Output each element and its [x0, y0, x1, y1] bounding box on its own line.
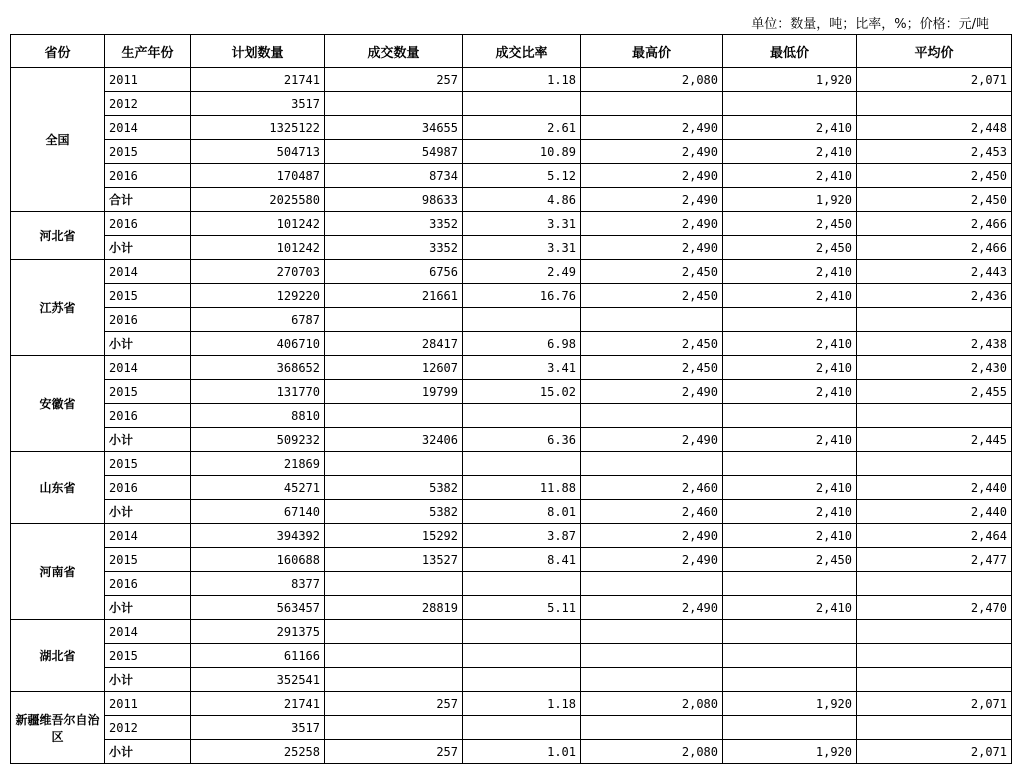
- province-cell: 河南省: [11, 524, 105, 620]
- avg-price-cell: 2,445: [857, 428, 1012, 452]
- trade-ratio-cell: 6.36: [463, 428, 581, 452]
- avg-price-cell: 2,071: [857, 692, 1012, 716]
- avg-price-cell: [857, 668, 1012, 692]
- avg-price-cell: [857, 404, 1012, 428]
- year-cell: 小计: [105, 500, 191, 524]
- max-price-cell: 2,450: [581, 260, 723, 284]
- table-row: [11, 404, 1012, 428]
- traded-qty-cell: [325, 668, 463, 692]
- min-price-cell: [723, 92, 857, 116]
- traded-qty-cell: 257: [325, 692, 463, 716]
- year-cell: 2016: [105, 308, 191, 332]
- year-cell: 合计: [105, 188, 191, 212]
- min-price-cell: [723, 716, 857, 740]
- max-price-cell: 2,490: [581, 548, 723, 572]
- planned-qty-cell: 8377: [191, 572, 325, 596]
- year-cell: 小计: [105, 332, 191, 356]
- year-cell: 2015: [105, 452, 191, 476]
- max-price-cell: [581, 308, 723, 332]
- avg-price-cell: 2,466: [857, 212, 1012, 236]
- planned-qty-cell: 6787: [191, 308, 325, 332]
- table-row: [11, 572, 1012, 596]
- col-header-year: 生产年份: [105, 35, 191, 68]
- province-cell: 江苏省: [11, 260, 105, 356]
- min-price-cell: 2,450: [723, 236, 857, 260]
- traded-qty-cell: 19799: [325, 380, 463, 404]
- avg-price-cell: 2,071: [857, 68, 1012, 92]
- max-price-cell: 2,080: [581, 68, 723, 92]
- table-row: [11, 524, 1012, 548]
- min-price-cell: 2,450: [723, 212, 857, 236]
- traded-qty-cell: 3352: [325, 236, 463, 260]
- min-price-cell: 1,920: [723, 740, 857, 764]
- planned-qty-cell: 509232: [191, 428, 325, 452]
- avg-price-cell: 2,453: [857, 140, 1012, 164]
- traded-qty-cell: 28417: [325, 332, 463, 356]
- traded-qty-cell: 5382: [325, 500, 463, 524]
- planned-qty-cell: 352541: [191, 668, 325, 692]
- traded-qty-cell: 8734: [325, 164, 463, 188]
- max-price-cell: 2,490: [581, 380, 723, 404]
- table-row: [11, 68, 1012, 92]
- min-price-cell: [723, 308, 857, 332]
- year-cell: 2011: [105, 692, 191, 716]
- trade-ratio-cell: [463, 452, 581, 476]
- year-cell: 2016: [105, 572, 191, 596]
- max-price-cell: 2,490: [581, 116, 723, 140]
- year-cell: 2015: [105, 380, 191, 404]
- province-cell: 全国: [11, 68, 105, 212]
- table-row: [11, 260, 1012, 284]
- province-cell: 山东省: [11, 452, 105, 524]
- traded-qty-cell: 15292: [325, 524, 463, 548]
- max-price-cell: [581, 572, 723, 596]
- avg-price-cell: [857, 572, 1012, 596]
- table-row: [11, 548, 1012, 572]
- max-price-cell: 2,460: [581, 500, 723, 524]
- avg-price-cell: 2,430: [857, 356, 1012, 380]
- traded-qty-cell: [325, 716, 463, 740]
- min-price-cell: [723, 668, 857, 692]
- avg-price-cell: [857, 308, 1012, 332]
- table-row: [11, 668, 1012, 692]
- trade-ratio-cell: 10.89: [463, 140, 581, 164]
- min-price-cell: [723, 644, 857, 668]
- min-price-cell: 2,410: [723, 380, 857, 404]
- min-price-cell: 2,410: [723, 500, 857, 524]
- table-row: [11, 620, 1012, 644]
- traded-qty-cell: [325, 92, 463, 116]
- traded-qty-cell: 98633: [325, 188, 463, 212]
- table-row: [11, 500, 1012, 524]
- planned-qty-cell: 129220: [191, 284, 325, 308]
- planned-qty-cell: 101242: [191, 212, 325, 236]
- avg-price-cell: 2,466: [857, 236, 1012, 260]
- year-cell: 2016: [105, 404, 191, 428]
- trade-ratio-cell: 11.88: [463, 476, 581, 500]
- avg-price-cell: 2,455: [857, 380, 1012, 404]
- planned-qty-cell: 3517: [191, 716, 325, 740]
- table-row: [11, 476, 1012, 500]
- trade-ratio-cell: [463, 404, 581, 428]
- province-cell: 新疆维吾尔自治区: [11, 692, 105, 764]
- planned-qty-cell: 368652: [191, 356, 325, 380]
- min-price-cell: 2,410: [723, 524, 857, 548]
- traded-qty-cell: 21661: [325, 284, 463, 308]
- traded-qty-cell: 28819: [325, 596, 463, 620]
- year-cell: 2012: [105, 92, 191, 116]
- traded-qty-cell: [325, 404, 463, 428]
- year-cell: 2016: [105, 212, 191, 236]
- trade-ratio-cell: 3.31: [463, 236, 581, 260]
- max-price-cell: 2,450: [581, 284, 723, 308]
- max-price-cell: 2,490: [581, 188, 723, 212]
- max-price-cell: 2,490: [581, 212, 723, 236]
- trade-ratio-cell: 6.98: [463, 332, 581, 356]
- col-header-province: 省份: [11, 35, 105, 68]
- col-header-avg-price: 平均价: [857, 35, 1012, 68]
- table-row: [11, 692, 1012, 716]
- max-price-cell: 2,460: [581, 476, 723, 500]
- year-cell: 小计: [105, 428, 191, 452]
- year-cell: 小计: [105, 596, 191, 620]
- col-header-planned-qty: 计划数量: [191, 35, 325, 68]
- planned-qty-cell: 61166: [191, 644, 325, 668]
- planned-qty-cell: 160688: [191, 548, 325, 572]
- planned-qty-cell: 131770: [191, 380, 325, 404]
- table-body: [11, 68, 1012, 764]
- trade-ratio-cell: 1.18: [463, 692, 581, 716]
- planned-qty-cell: 3517: [191, 92, 325, 116]
- max-price-cell: [581, 92, 723, 116]
- avg-price-cell: [857, 620, 1012, 644]
- year-cell: 2014: [105, 524, 191, 548]
- avg-price-cell: 2,464: [857, 524, 1012, 548]
- planned-qty-cell: 563457: [191, 596, 325, 620]
- table-row: [11, 140, 1012, 164]
- planned-qty-cell: 270703: [191, 260, 325, 284]
- max-price-cell: [581, 668, 723, 692]
- traded-qty-cell: 3352: [325, 212, 463, 236]
- avg-price-cell: 2,477: [857, 548, 1012, 572]
- trade-ratio-cell: [463, 308, 581, 332]
- traded-qty-cell: 257: [325, 68, 463, 92]
- trade-ratio-cell: 5.11: [463, 596, 581, 620]
- year-cell: 2016: [105, 164, 191, 188]
- table-row: [11, 92, 1012, 116]
- trade-ratio-cell: 4.86: [463, 188, 581, 212]
- year-cell: 2014: [105, 260, 191, 284]
- trade-ratio-cell: 1.01: [463, 740, 581, 764]
- traded-qty-cell: 32406: [325, 428, 463, 452]
- avg-price-cell: [857, 452, 1012, 476]
- min-price-cell: 2,450: [723, 548, 857, 572]
- table-row: [11, 236, 1012, 260]
- min-price-cell: [723, 620, 857, 644]
- traded-qty-cell: 257: [325, 740, 463, 764]
- avg-price-cell: 2,436: [857, 284, 1012, 308]
- avg-price-cell: 2,443: [857, 260, 1012, 284]
- planned-qty-cell: 291375: [191, 620, 325, 644]
- planned-qty-cell: 406710: [191, 332, 325, 356]
- planned-qty-cell: 21741: [191, 692, 325, 716]
- trade-ratio-cell: 3.87: [463, 524, 581, 548]
- col-header-traded-qty: 成交数量: [325, 35, 463, 68]
- year-cell: 2014: [105, 620, 191, 644]
- table-row: [11, 716, 1012, 740]
- table-row: [11, 740, 1012, 764]
- trade-ratio-cell: [463, 572, 581, 596]
- min-price-cell: [723, 452, 857, 476]
- max-price-cell: [581, 620, 723, 644]
- table-row: [11, 644, 1012, 668]
- min-price-cell: 2,410: [723, 596, 857, 620]
- province-cell: 安徽省: [11, 356, 105, 452]
- planned-qty-cell: 21741: [191, 68, 325, 92]
- min-price-cell: 2,410: [723, 428, 857, 452]
- year-cell: 2012: [105, 716, 191, 740]
- col-header-min-price: 最低价: [723, 35, 857, 68]
- col-header-max-price: 最高价: [581, 35, 723, 68]
- planned-qty-cell: 67140: [191, 500, 325, 524]
- avg-price-cell: [857, 716, 1012, 740]
- traded-qty-cell: 12607: [325, 356, 463, 380]
- avg-price-cell: 2,438: [857, 332, 1012, 356]
- max-price-cell: 2,490: [581, 596, 723, 620]
- year-cell: 2016: [105, 476, 191, 500]
- max-price-cell: [581, 452, 723, 476]
- avg-price-cell: 2,440: [857, 500, 1012, 524]
- year-cell: 小计: [105, 668, 191, 692]
- year-cell: 2011: [105, 68, 191, 92]
- avg-price-cell: [857, 644, 1012, 668]
- trade-ratio-cell: 2.61: [463, 116, 581, 140]
- planned-qty-cell: 1325122: [191, 116, 325, 140]
- trade-ratio-cell: [463, 668, 581, 692]
- year-cell: 2015: [105, 284, 191, 308]
- planned-qty-cell: 45271: [191, 476, 325, 500]
- traded-qty-cell: 13527: [325, 548, 463, 572]
- min-price-cell: 1,920: [723, 692, 857, 716]
- traded-qty-cell: [325, 620, 463, 644]
- planned-qty-cell: 170487: [191, 164, 325, 188]
- traded-qty-cell: [325, 452, 463, 476]
- traded-qty-cell: [325, 572, 463, 596]
- max-price-cell: 2,490: [581, 236, 723, 260]
- avg-price-cell: 2,450: [857, 188, 1012, 212]
- avg-price-cell: 2,450: [857, 164, 1012, 188]
- max-price-cell: 2,490: [581, 428, 723, 452]
- trade-ratio-cell: [463, 92, 581, 116]
- trade-ratio-cell: 3.41: [463, 356, 581, 380]
- traded-qty-cell: 5382: [325, 476, 463, 500]
- planned-qty-cell: 21869: [191, 452, 325, 476]
- max-price-cell: [581, 404, 723, 428]
- avg-price-cell: 2,470: [857, 596, 1012, 620]
- min-price-cell: 2,410: [723, 116, 857, 140]
- min-price-cell: 2,410: [723, 476, 857, 500]
- province-cell: 河北省: [11, 212, 105, 260]
- traded-qty-cell: [325, 644, 463, 668]
- year-cell: 2015: [105, 644, 191, 668]
- trade-ratio-cell: [463, 644, 581, 668]
- table-row: [11, 284, 1012, 308]
- min-price-cell: 2,410: [723, 140, 857, 164]
- max-price-cell: 2,080: [581, 740, 723, 764]
- trade-ratio-cell: 15.02: [463, 380, 581, 404]
- min-price-cell: 1,920: [723, 68, 857, 92]
- min-price-cell: 2,410: [723, 356, 857, 380]
- max-price-cell: 2,450: [581, 332, 723, 356]
- min-price-cell: 2,410: [723, 332, 857, 356]
- max-price-cell: [581, 644, 723, 668]
- table-row: [11, 188, 1012, 212]
- max-price-cell: 2,450: [581, 356, 723, 380]
- trade-ratio-cell: 1.18: [463, 68, 581, 92]
- planned-qty-cell: 504713: [191, 140, 325, 164]
- avg-price-cell: 2,071: [857, 740, 1012, 764]
- max-price-cell: [581, 716, 723, 740]
- table-row: [11, 356, 1012, 380]
- trade-ratio-cell: 3.31: [463, 212, 581, 236]
- min-price-cell: 1,920: [723, 188, 857, 212]
- traded-qty-cell: 6756: [325, 260, 463, 284]
- traded-qty-cell: 54987: [325, 140, 463, 164]
- min-price-cell: 2,410: [723, 260, 857, 284]
- min-price-cell: 2,410: [723, 284, 857, 308]
- trade-ratio-cell: 16.76: [463, 284, 581, 308]
- max-price-cell: 2,490: [581, 140, 723, 164]
- trade-ratio-cell: [463, 620, 581, 644]
- planned-qty-cell: 8810: [191, 404, 325, 428]
- max-price-cell: 2,080: [581, 692, 723, 716]
- table-row: [11, 596, 1012, 620]
- min-price-cell: [723, 572, 857, 596]
- unit-note: 单位：数量，吨；比率，%；价格：元/吨: [751, 17, 989, 32]
- year-cell: 2014: [105, 356, 191, 380]
- avg-price-cell: [857, 92, 1012, 116]
- table-row: [11, 452, 1012, 476]
- table-row: [11, 164, 1012, 188]
- trade-results-table: [10, 34, 1012, 764]
- col-header-trade-ratio: 成交比率: [463, 35, 581, 68]
- planned-qty-cell: 25258: [191, 740, 325, 764]
- table-row: [11, 380, 1012, 404]
- avg-price-cell: 2,440: [857, 476, 1012, 500]
- trade-ratio-cell: 8.01: [463, 500, 581, 524]
- table-row: [11, 116, 1012, 140]
- trade-ratio-cell: 2.49: [463, 260, 581, 284]
- table-row: [11, 212, 1012, 236]
- planned-qty-cell: 2025580: [191, 188, 325, 212]
- planned-qty-cell: 394392: [191, 524, 325, 548]
- trade-ratio-cell: [463, 716, 581, 740]
- year-cell: 小计: [105, 740, 191, 764]
- min-price-cell: 2,410: [723, 164, 857, 188]
- province-cell: 湖北省: [11, 620, 105, 692]
- table-row: [11, 308, 1012, 332]
- header-row: [11, 35, 1012, 68]
- min-price-cell: [723, 404, 857, 428]
- table-row: [11, 428, 1012, 452]
- avg-price-cell: 2,448: [857, 116, 1012, 140]
- max-price-cell: 2,490: [581, 524, 723, 548]
- max-price-cell: 2,490: [581, 164, 723, 188]
- year-cell: 2015: [105, 548, 191, 572]
- year-cell: 小计: [105, 236, 191, 260]
- year-cell: 2014: [105, 116, 191, 140]
- traded-qty-cell: [325, 308, 463, 332]
- planned-qty-cell: 101242: [191, 236, 325, 260]
- table-row: [11, 332, 1012, 356]
- trade-ratio-cell: 8.41: [463, 548, 581, 572]
- trade-ratio-cell: 5.12: [463, 164, 581, 188]
- year-cell: 2015: [105, 140, 191, 164]
- traded-qty-cell: 34655: [325, 116, 463, 140]
